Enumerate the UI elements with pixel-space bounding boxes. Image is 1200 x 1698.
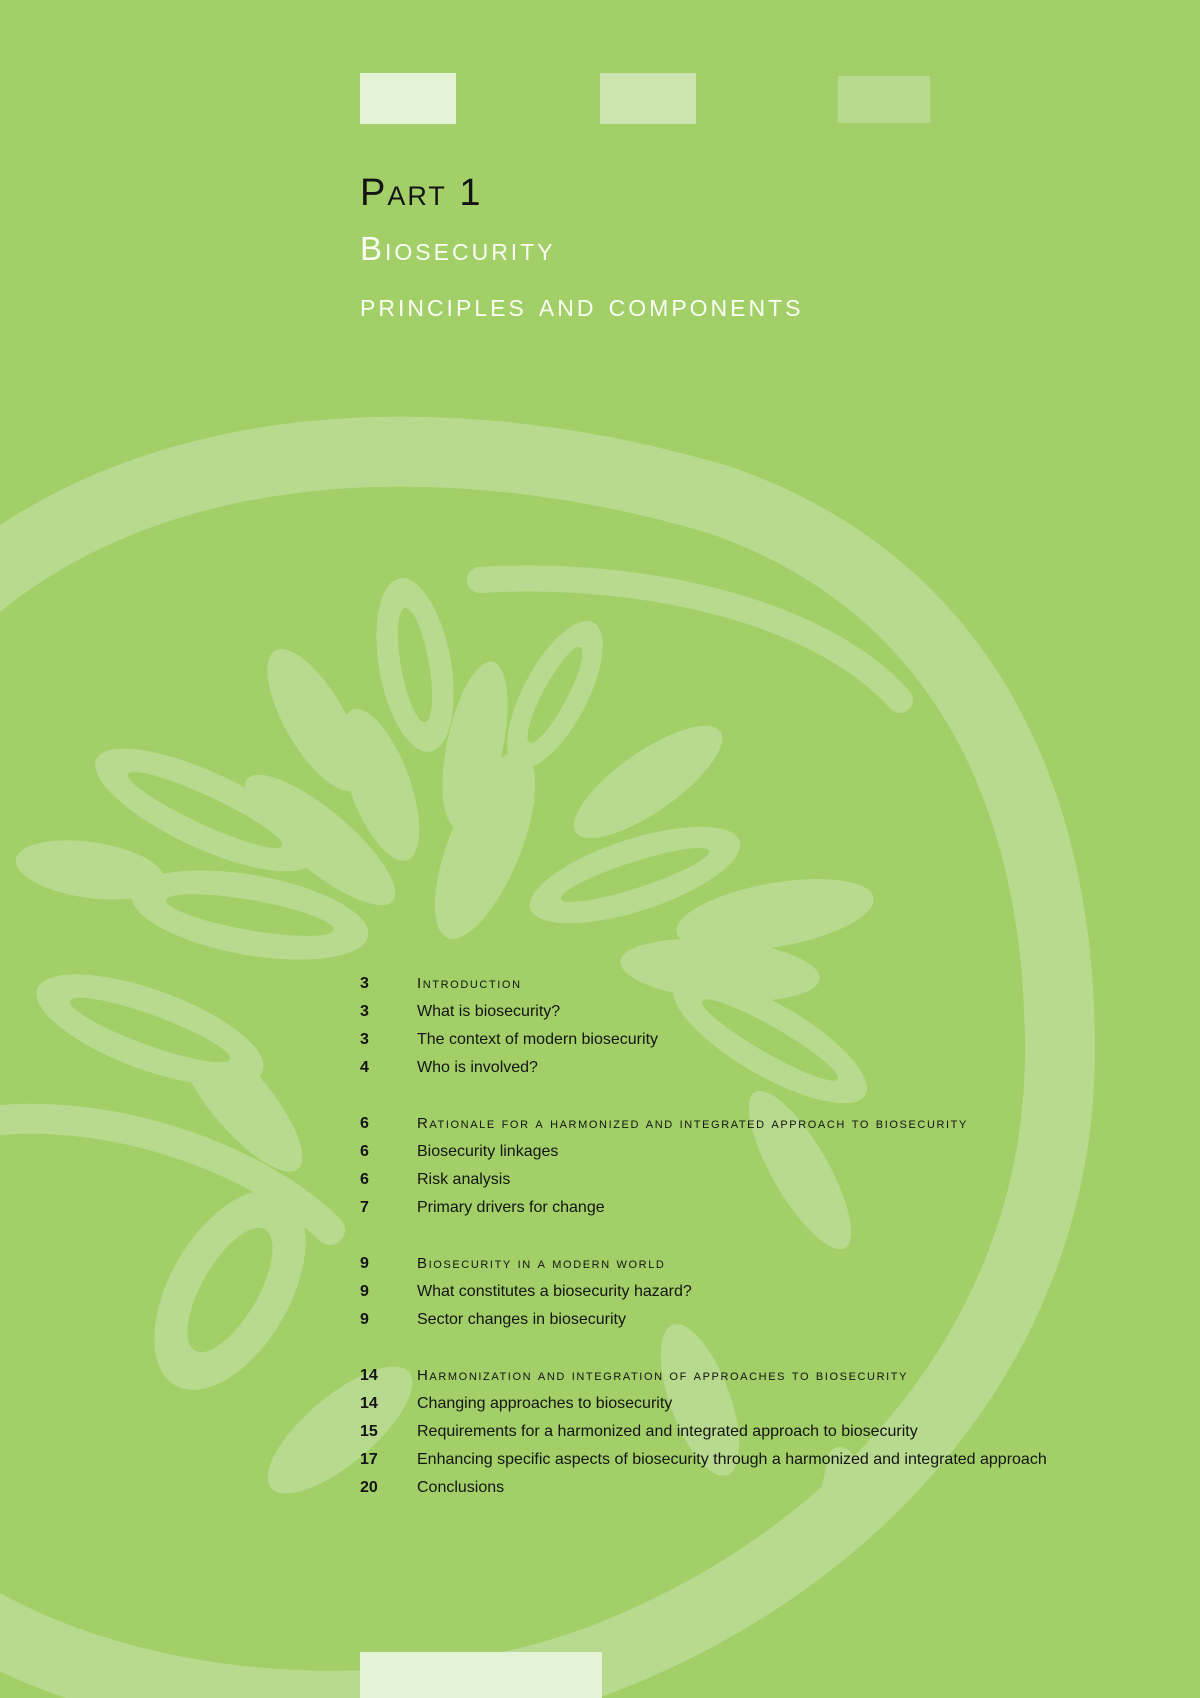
table-of-contents	[360, 970, 1080, 1502]
toc-entry[interactable]	[360, 1194, 1080, 1222]
toc-entry-title: Conclusions	[417, 1479, 505, 1496]
toc-entry[interactable]	[360, 1390, 1080, 1418]
decorative-block-2	[600, 73, 696, 124]
toc-page-number: 17	[360, 1451, 378, 1468]
toc-page-number: 14	[360, 1367, 378, 1384]
toc-entry-title: Requirements for a harmonized and integrated approach to biosecurity	[417, 1423, 918, 1440]
toc-entry[interactable]	[360, 1026, 1080, 1054]
toc-page-number: 20	[360, 1479, 378, 1496]
decorative-block-bottom	[360, 1652, 602, 1698]
toc-entry-title: Harmonization and integration of approaches to biosecurity	[417, 1367, 909, 1384]
title-line-2: principles and components	[360, 286, 804, 323]
toc-section-entry[interactable]	[360, 970, 1080, 998]
toc-page-number: 6	[360, 1143, 369, 1160]
toc-page-number: 6	[360, 1171, 369, 1188]
toc-entry[interactable]	[360, 1166, 1080, 1194]
toc-page-number: 15	[360, 1423, 378, 1440]
toc-entry-title: Biosecurity in a modern world	[417, 1255, 666, 1272]
toc-entry-title: The context of modern biosecurity	[417, 1031, 659, 1048]
toc-entry-title: Changing approaches to biosecurity	[417, 1395, 673, 1412]
toc-entry[interactable]	[360, 1138, 1080, 1166]
toc-entry-title: Enhancing specific aspects of biosecurity through a harmonized and integrated approach	[417, 1451, 1047, 1468]
toc-page-number: 7	[360, 1199, 369, 1216]
toc-entry-title: Biosecurity linkages	[417, 1143, 559, 1160]
toc-section-entry[interactable]	[360, 1110, 1080, 1138]
toc-entry[interactable]	[360, 1278, 1080, 1306]
toc-entry[interactable]	[360, 1446, 1080, 1474]
toc-page-number: 4	[360, 1059, 369, 1076]
toc-entry-title: Introduction	[417, 975, 522, 992]
toc-entry-title: Primary drivers for change	[417, 1199, 605, 1216]
toc-entry-title: What is biosecurity?	[417, 1003, 561, 1020]
toc-entry[interactable]	[360, 1418, 1080, 1446]
toc-entry-title: Rationale for a harmonized and integrated approach to biosecurity	[417, 1115, 968, 1132]
toc-section-entry[interactable]	[360, 1362, 1080, 1390]
decorative-block-3	[838, 76, 930, 123]
toc-entry-title: Sector changes in biosecurity	[417, 1311, 626, 1328]
title-line-1: Biosecurity	[360, 230, 556, 267]
toc-page-number: 3	[360, 975, 369, 992]
part-label: Part 1	[360, 172, 483, 214]
toc-page-number: 14	[360, 1395, 378, 1412]
toc-page-number: 9	[360, 1311, 369, 1328]
decorative-block-1	[360, 73, 456, 124]
toc-entry-title: Risk analysis	[417, 1171, 511, 1188]
toc-entry[interactable]	[360, 998, 1080, 1026]
toc-page-number: 3	[360, 1031, 369, 1048]
toc-page-number: 9	[360, 1283, 369, 1300]
toc-page-number: 3	[360, 1003, 369, 1020]
toc-entry-title: Who is involved?	[417, 1059, 538, 1076]
toc-entry[interactable]	[360, 1306, 1080, 1334]
toc-page-number: 9	[360, 1255, 369, 1272]
toc-page-number: 6	[360, 1115, 369, 1132]
toc-entry[interactable]	[360, 1474, 1080, 1502]
toc-entry-title: What constitutes a biosecurity hazard?	[417, 1283, 692, 1300]
toc-section-entry[interactable]	[360, 1250, 1080, 1278]
toc-entry[interactable]	[360, 1054, 1080, 1082]
